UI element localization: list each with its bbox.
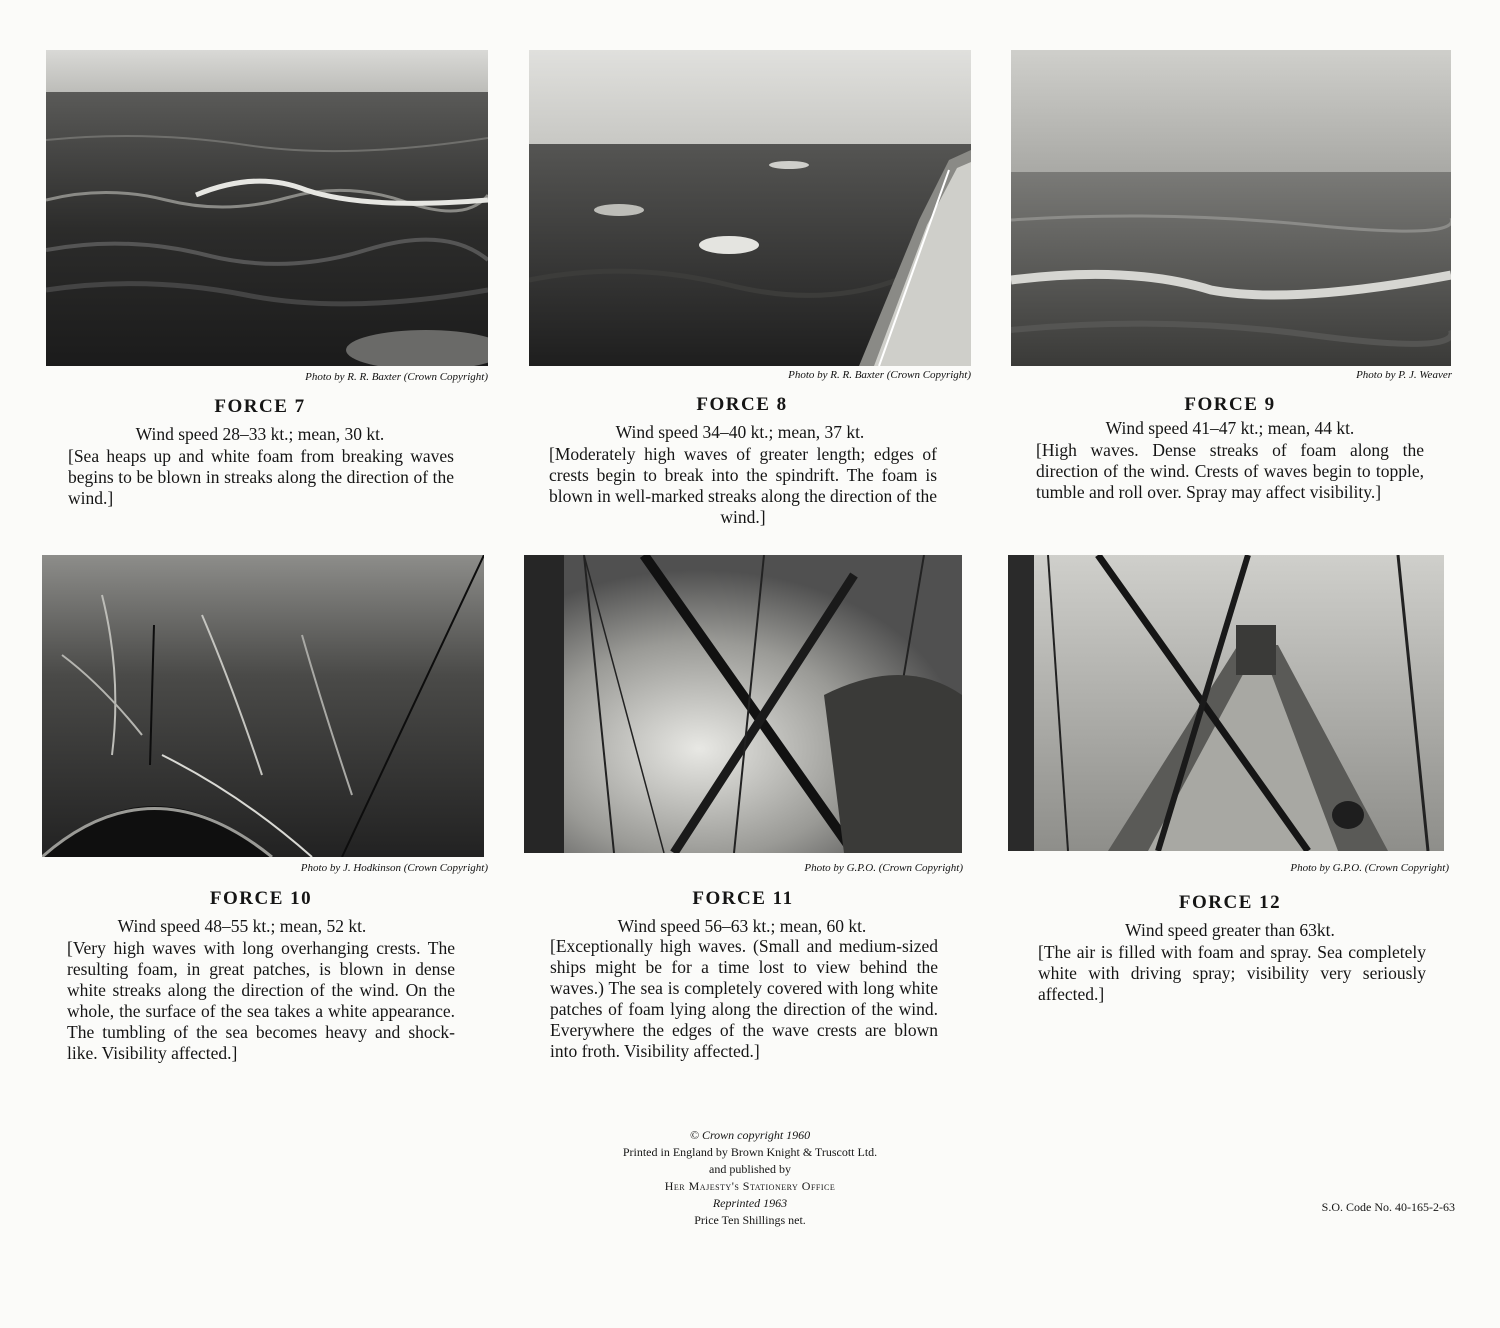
wind-speed: Wind speed 41–47 kt.; mean, 44 kt. — [1105, 418, 1355, 438]
wind-speed: Wind speed 28–33 kt.; mean, 30 kt. — [135, 424, 385, 444]
photo-force-12 — [1008, 555, 1444, 851]
photo-force-7 — [46, 50, 488, 366]
sea-description: [Very high waves with long overhanging crests. The resulting foam, in great patches, is blown in dense white streaks along the direction of the wind. On the whole, the surface of the sea takes a white appearance. The tumbling of the sea becomes heavy and shock-like. Visibility affected.] — [67, 938, 455, 1063]
photo-credit: Photo by J. Hodkinson (Crown Copyright) — [300, 862, 488, 874]
force-heading: FORCE 10 — [209, 888, 313, 909]
copyright-line: © Crown copyright 1960 — [689, 1128, 811, 1142]
wind-speed: Wind speed 48–55 kt.; mean, 52 kt. — [117, 916, 367, 936]
force-heading: FORCE 12 — [1178, 892, 1282, 913]
price-line: Price Ten Shillings net. — [694, 1213, 806, 1227]
published-line: and published by — [709, 1162, 791, 1176]
sea-description: [High waves. Dense streaks of foam along the direction of the wind. Crests of waves begin to topple, tumble and roll over. Spray may affect visibility.] — [1036, 440, 1424, 502]
sea-description: [The air is filled with foam and spray. Sea completely white with driving spray; visibility very seriously affected.] — [1038, 942, 1426, 1004]
force-heading: FORCE 7 — [214, 396, 306, 417]
photo-credit: Photo by G.P.O. (Crown Copyright) — [1290, 862, 1449, 874]
reprinted-line: Reprinted 1963 — [712, 1196, 788, 1210]
so-code: S.O. Code No. 40-165-2-63 — [1321, 1200, 1455, 1214]
printer-line: Printed in England by Brown Knight & Truscott Ltd. — [622, 1145, 878, 1159]
wind-speed: Wind speed 34–40 kt.; mean, 37 kt. — [615, 422, 865, 442]
photo-credit: Photo by G.P.O. (Crown Copyright) — [804, 862, 963, 874]
force-heading: FORCE 11 — [692, 888, 794, 909]
photo-force-9 — [1011, 50, 1451, 366]
sea-description: [Moderately high waves of greater length; edges of crests begin to break into the spindrift. The foam is blown in well-marked streaks along the direction of the wind.] — [549, 444, 937, 527]
publisher-line: Her Majesty's Stationery Office — [664, 1179, 836, 1193]
imprint — [560, 1127, 940, 1229]
force-heading: FORCE 9 — [1184, 394, 1276, 415]
wind-speed: Wind speed 56–63 kt.; mean, 60 kt. — [617, 916, 867, 936]
photo-force-11 — [524, 555, 962, 853]
sea-description: [Sea heaps up and white foam from breaking waves begins to be blown in streaks along the direction of the wind.] — [68, 446, 454, 508]
photo-credit: Photo by R. R. Baxter (Crown Copyright) — [305, 371, 488, 383]
photo-credit: Photo by R. R. Baxter (Crown Copyright) — [788, 369, 971, 381]
photo-force-10 — [42, 555, 484, 857]
wind-speed: Wind speed greater than 63kt. — [1125, 920, 1335, 940]
photo-force-8 — [529, 50, 971, 366]
photo-credit: Photo by P. J. Weaver — [1356, 369, 1452, 381]
sea-description: [Exceptionally high waves. (Small and medium-sized ships might be for a time lost to view behind the waves.) The sea is completely covered with long white patches of foam lying along the direction of the wind. Everywhere the edges of the wave crests are blown into froth. Visibility affected.] — [550, 936, 938, 1061]
force-heading: FORCE 8 — [696, 394, 788, 415]
